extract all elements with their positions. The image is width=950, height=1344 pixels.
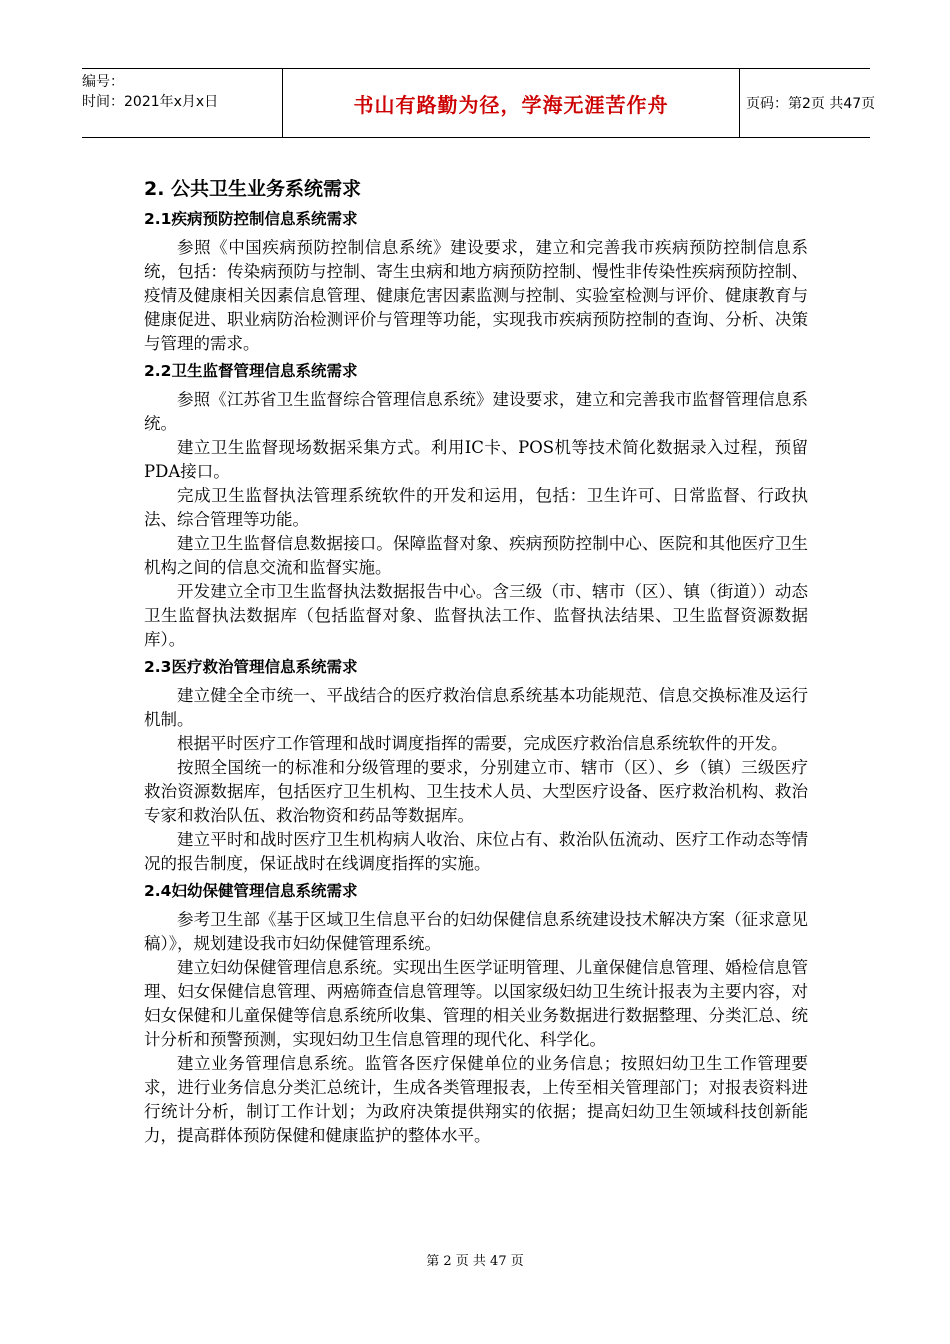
subsection-heading: 2.2卫生监督管理信息系统需求: [144, 362, 358, 380]
section-title: 2. 公共卫生业务系统需求: [144, 178, 362, 200]
body-paragraph: 完成卫生监督执法管理系统软件的开发和运用，包括：卫生许可、日常监督、行政执法、综合管理等功能。: [144, 486, 808, 529]
body-paragraph: 根据平时医疗工作管理和战时调度指挥的需要，完成医疗救治信息系统软件的开发。: [177, 734, 788, 753]
document-date-label: 时间：2021年x月x日: [82, 94, 219, 110]
sections-container: [144, 208, 808, 1148]
page-header: [82, 68, 876, 138]
header-meta: [82, 69, 282, 140]
body-paragraph: 开发建立全市卫生监督执法数据报告中心。含三级（市、辖市（区）、镇（街道））动态卫生监督执法数据库（包括监督对象、监督执法工作、监督执法结果、卫生监督资源数据库）。: [144, 582, 808, 649]
header-motto: 书山有路勤为径，学海无涯苦作舟: [282, 69, 740, 137]
page-footer: 第 2 页 共 47 页: [426, 1254, 524, 1269]
body-paragraph: 建立平时和战时医疗卫生机构病人收治、床位占有、救治队伍流动、医疗工作动态等情况的报告制度，保证战时在线调度指挥的实施。: [144, 830, 808, 873]
body-paragraph: 建立卫生监督现场数据采集方式。利用IC卡、POS机等技术简化数据录入过程，预留PDA接口。: [144, 438, 808, 481]
body-paragraph: 按照全国统一的标准和分级管理的要求，分别建立市、辖市（区）、乡（镇）三级医疗救治资源数据库，包括医疗卫生机构、卫生技术人员、大型医疗设备、医疗救治机构、救治专家和救治队伍、救治物资和药品等数据库。: [144, 758, 808, 825]
body-paragraph: 参照《中国疾病预防控制信息系统》建设要求，建立和完善我市疾病预防控制信息系统，包括：传染病预防与控制、寄生虫病和地方病预防控制、慢性非传染性疾病预防控制、疫情及健康相关因素信息管理、健康危害因素监测与控制、实验室检测与评价、健康教育与健康促进、职业病防治检测评价与管理等功能，实现我市疾病预防控制的查询、分析、决策与管理的需求。: [144, 238, 808, 353]
body-paragraph: 建立妇幼保健管理信息系统。实现出生医学证明管理、儿童保健信息管理、婚检信息管理、妇女保健信息管理、两癌筛查信息管理等。以国家级妇幼卫生统计报表为主要内容，对妇女保健和儿童保健等信息系统所收集、管理的相关业务数据进行数据整理、分类汇总、统计分析和预警预测，实现妇幼卫生信息管理的现代化、科学化。: [144, 958, 808, 1049]
body-paragraph: 建立卫生监督信息数据接口。保障监督对象、疾病预防控制中心、医院和其他医疗卫生机构之间的信息交流和监督实施。: [144, 534, 808, 577]
body-paragraph: 建立健全全市统一、平战结合的医疗救治信息系统基本功能规范、信息交换标准及运行机制。: [144, 686, 808, 729]
subsection-heading: 2.3医疗救治管理信息系统需求: [144, 658, 358, 676]
body-paragraph: 建立业务管理信息系统。监管各医疗保健单位的业务信息；按照妇幼卫生工作管理要求，进行业务信息分类汇总统计，生成各类管理报表，上传至相关管理部门；对报表资料进行统计分析，制订工作计划；为政府决策提供翔实的依据；提高妇幼卫生领域科技创新能力，提高群体预防保健和健康监护的整体水平。: [144, 1054, 808, 1145]
subsection-heading: 2.4妇幼保健管理信息系统需求: [144, 882, 358, 900]
document-number-label: 编号：: [82, 74, 124, 90]
subsection-heading: 2.1疾病预防控制信息系统需求: [144, 210, 358, 228]
document-body: [144, 176, 808, 1148]
body-paragraph: 参考卫生部《基于区域卫生信息平台的妇幼保健信息系统建设技术解决方案（征求意见稿）》，规划建设我市妇幼保健管理系统。: [144, 910, 808, 953]
body-paragraph: 参照《江苏省卫生监督综合管理信息系统》建设要求，建立和完善我市监督管理信息系统。: [144, 390, 808, 433]
header-page-number: 页码：第2页 共47页: [746, 96, 876, 112]
